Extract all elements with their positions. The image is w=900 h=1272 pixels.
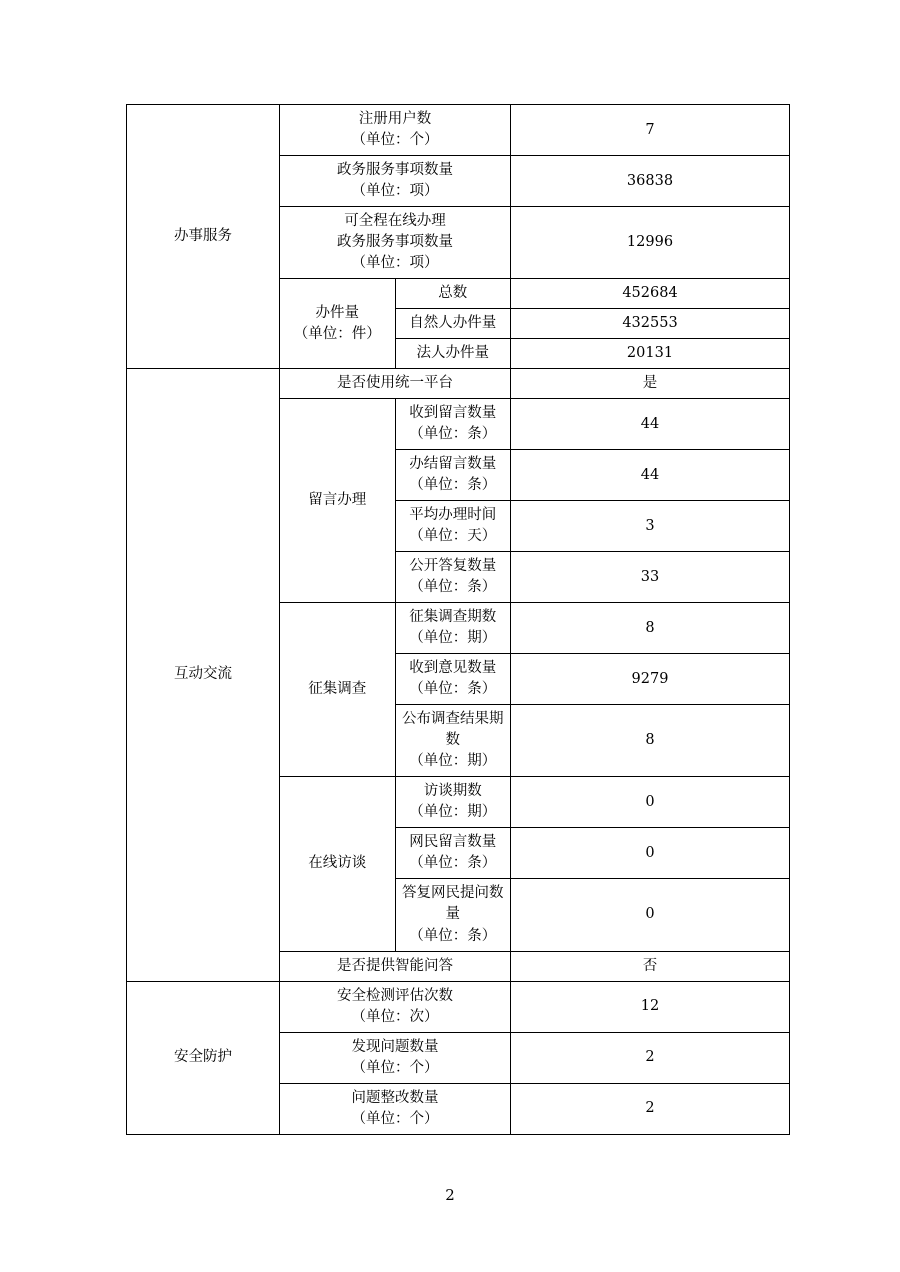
item-cell-registered-users: [280, 105, 511, 156]
value-cell-netizen-questions-answered: 0: [511, 879, 790, 951]
sub-cell-netizen-questions-answered: [395, 879, 511, 951]
sub-cell-survey-results-published: [395, 705, 511, 777]
item-label-line1: 政务服务事项数量: [337, 162, 453, 179]
page-number: 2: [445, 1186, 455, 1204]
sub-label-unit: （单位：期）: [409, 753, 497, 770]
item-label-unit: （单位：项）: [351, 255, 439, 272]
item-label-line1: 注册用户数: [358, 111, 432, 127]
sub-cell-netizen-messages: [395, 828, 511, 879]
item-cell-smart-qa: 是否提供智能问答: [280, 951, 511, 981]
sub-label-line1: 公开答复数量: [409, 558, 497, 575]
value-cell-unified-platform: 是: [511, 369, 790, 399]
value-cell-total: 452684: [511, 279, 790, 309]
sub-label-unit: （单位：条）: [409, 579, 497, 596]
item-label-line1: 发现问题数量: [351, 1038, 439, 1055]
value-cell-natural-person-cases: 432553: [511, 309, 790, 339]
sub-cell-legal-person-cases: 法人办件量: [395, 339, 511, 369]
sub-cell-public-replies: [395, 552, 511, 603]
sub-label-unit: （单位：天）: [409, 528, 497, 545]
item-cell-handled-cases: [280, 279, 396, 369]
item-label-line1: 安全检测评估次数: [337, 987, 453, 1004]
sub-label-line1: 答复网民提问数量: [402, 885, 504, 923]
item-cell-survey-collection: 征集调查: [280, 603, 396, 777]
report-table-container: [126, 104, 774, 1135]
value-cell-full-online-service-items: 12996: [511, 207, 790, 279]
item-cell-unified-platform: 是否使用统一平台: [280, 369, 511, 399]
sub-label-line1: 网民留言数量: [409, 834, 497, 851]
sub-cell-natural-person-cases: 自然人办件量: [395, 309, 511, 339]
sub-label-unit: （单位：条）: [409, 855, 497, 872]
category-cell-anquanfanghu: 安全防护: [127, 981, 280, 1134]
sub-cell-messages-completed: [395, 450, 511, 501]
sub-cell-interview-periods: [395, 777, 511, 828]
category-cell-hudongjiaoliu: 互动交流: [127, 369, 280, 981]
value-cell-public-replies: 33: [511, 552, 790, 603]
item-cell-full-online-service-items: [280, 207, 511, 279]
item-label-unit: （单位：个）: [351, 132, 439, 149]
value-cell-service-items-count: 36838: [511, 156, 790, 207]
item-label-line1b: 政务服务事项数量: [337, 234, 453, 251]
item-label-line1: 可全程在线办理: [344, 213, 446, 230]
value-cell-netizen-messages: 0: [511, 828, 790, 879]
value-cell-issues-found: 2: [511, 1032, 790, 1083]
sub-label-unit: （单位：条）: [409, 681, 497, 698]
sub-label-line1: 收到意见数量: [409, 660, 497, 677]
sub-label-unit: （单位：条）: [409, 426, 497, 443]
item-label-unit: （单位：个）: [351, 1110, 439, 1127]
table-row: [127, 105, 790, 156]
value-cell-average-processing-time: 3: [511, 501, 790, 552]
item-label-unit: （单位：个）: [351, 1059, 439, 1076]
sub-label-unit: （单位：期）: [409, 804, 497, 821]
government-website-statistics-table: [126, 104, 790, 1135]
item-cell-message-handling: 留言办理: [280, 399, 396, 603]
sub-cell-opinions-received: [395, 654, 511, 705]
item-label-line1: 办件量: [315, 304, 359, 321]
sub-label-line1: 公布调查结果期数: [402, 711, 504, 749]
item-label-line1: 问题整改数量: [351, 1089, 439, 1106]
table-row: [127, 981, 790, 1032]
sub-label-line1: 办结留言数量: [409, 456, 497, 473]
sub-label-line1: 访谈期数: [423, 783, 482, 800]
sub-label-unit: （单位：条）: [409, 477, 497, 494]
item-cell-issues-found: [280, 1032, 511, 1083]
value-cell-messages-completed: 44: [511, 450, 790, 501]
value-cell-messages-received: 44: [511, 399, 790, 450]
sub-label-unit: （单位：期）: [409, 630, 497, 647]
value-cell-security-assessments: 12: [511, 981, 790, 1032]
sub-cell-survey-periods: [395, 603, 511, 654]
value-cell-survey-results-published: 8: [511, 705, 790, 777]
item-label-unit: （单位：次）: [351, 1008, 439, 1025]
sub-cell-average-processing-time: [395, 501, 511, 552]
sub-label-line1: 平均办理时间: [409, 507, 497, 524]
value-cell-opinions-received: 9279: [511, 654, 790, 705]
table-row: [127, 369, 790, 399]
item-cell-issues-rectified: [280, 1083, 511, 1134]
sub-cell-messages-received: [395, 399, 511, 450]
item-cell-security-assessments: [280, 981, 511, 1032]
value-cell-survey-periods: 8: [511, 603, 790, 654]
value-cell-smart-qa: 否: [511, 951, 790, 981]
value-cell-legal-person-cases: 20131: [511, 339, 790, 369]
sub-label-unit: （单位：条）: [409, 927, 497, 944]
category-cell-banshifuwu: 办事服务: [127, 105, 280, 369]
item-label-unit: （单位：项）: [351, 183, 439, 200]
sub-label-line1: 收到留言数量: [409, 405, 497, 422]
value-cell-registered-users: 7: [511, 105, 790, 156]
value-cell-issues-rectified: 2: [511, 1083, 790, 1134]
item-cell-service-items-count: [280, 156, 511, 207]
item-label-unit: （单位：件）: [293, 325, 381, 342]
sub-label-line1: 征集调查期数: [409, 609, 497, 626]
sub-cell-total: 总数: [395, 279, 511, 309]
item-cell-online-interview: 在线访谈: [280, 777, 396, 951]
value-cell-interview-periods: 0: [511, 777, 790, 828]
